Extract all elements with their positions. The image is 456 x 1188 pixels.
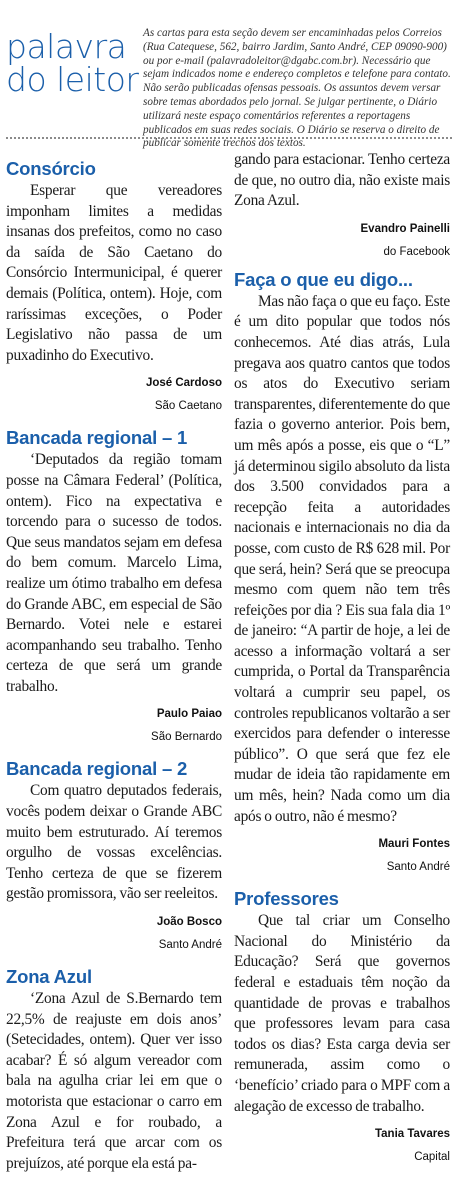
letter-body: ‘Deputados da região tomam posse na Câmara Federal’ (Política, ontem). Fico na expectativa e torcendo para o sucesso de todos. Que seus mandatos sejam em defesa do bem comum. Marcelo Lima, realize um ótimo trabalho em defesa do Grande ABC, em especial de São Bernardo. Votei nele e estarei acompanhando seu trabalho. Tenho certeza de que será um grande trabalho. (6, 451, 222, 695)
letter-body: Com quatro deputados federais, vocês podem deixar o Grande ABC muito bem estruturado. Aí teremos orgulho de vossas excelências. Tenho certeza de que se fizerem gestão promissora, vão ser reeleitos. (6, 782, 222, 903)
letter-body-continuation: gando para estacionar. Tenho certeza de que, no outro dia, não existe mais Zona Azul. (234, 151, 450, 210)
letter-bancada-2 (6, 758, 222, 952)
author-location: São Caetano (154, 400, 222, 413)
author-location: do Facebook (383, 245, 450, 258)
author-location: São Bernardo (151, 731, 222, 744)
letter-professores (234, 888, 450, 1164)
section-header (0, 0, 456, 150)
letter-title: Professores (234, 888, 339, 910)
author-location: Capital (414, 1151, 450, 1164)
author-name: José Cardoso (145, 377, 222, 390)
left-column (6, 150, 222, 1188)
author-name: Paulo Paiao (156, 708, 222, 721)
letter-signature (234, 837, 450, 874)
letter-body: Que tal criar um Conselho Nacional do Ministério da Educação? Será que governos federal e estaduais têm noção da quantidade de provas e trabalhos que professores levam para casa todos os dias? Esta carga devia ser remunerada, assim como o ‘benefício’ criado para o MPF com a alegação de excesso de trabalho. (234, 912, 450, 1115)
letter-consorcio (6, 158, 222, 413)
letter-signature (6, 707, 222, 744)
author-name: João Bosco (156, 916, 222, 929)
letter-signature (234, 1127, 450, 1164)
letter-body: Esperar que vereadores imponham limites a medidas insanas dos prefeitos, como no caso da saída de São Caetano do Consórcio Intermunicipal, é querer demais (Política, ontem). Hoje, com raríssimas exceções, o Poder Legislativo não passa de um puxadinho do Executivo. (6, 182, 222, 364)
author-name: Tania Tavares (374, 1128, 450, 1141)
section-title-line2: do leitor (6, 60, 139, 99)
letter-title: Bancada regional – 2 (6, 758, 188, 780)
letter-signature (234, 222, 450, 259)
letter-title: Consórcio (6, 158, 96, 179)
letter-signature (6, 915, 222, 952)
author-name: Evandro Painelli (360, 222, 450, 235)
letter-signature (6, 376, 222, 413)
letter-title: Bancada regional – 1 (6, 427, 188, 449)
section-title (6, 27, 139, 99)
letter-body: ‘Zona Azul de S.Bernardo tem 22,5% de reajuste em dois anos’ (Setecidades, ontem). Quer ver isso acabar? É só algum vereador com bala na agulha criar lei em que o motorista que estacionar o carro em Zona Azul e for roubado, a Prefeitura terá que arcar com os prejuízos, até porque ela está pa- (6, 990, 222, 1172)
section-title-line1: palavra (6, 27, 127, 66)
right-column (234, 150, 450, 1178)
submission-guidelines: As cartas para esta seção devem ser encaminhadas pelos Correios (Rua Catequese, 562, bairro Jardim, Santo André, CEP 09090-900) ou por e-mail (palavradoleitor@dgabc.com.br). Necessário que sejam indicados nome e endereço completos e telefone para contato. Não serão publicadas ofensas pessoais. Os assuntos devem versar sobre temas abordados pelo jornal. Se julgar pertinente, o Diário utilizará neste espaço comentários referentes a reportagens publicados em suas redes sociais. O Diário se reserva o direito de publicar somente trechos dos textos. (143, 27, 451, 150)
letter-zona-azul-continued (234, 150, 450, 259)
letter-title: Zona Azul (6, 966, 92, 988)
letter-title: Faça o que eu digo... (234, 268, 413, 290)
letter-body: Mas não faça o que eu faço. Este é um dito popular que todos nós conhecemos. Até dias atrás, Lula pregava aos quatro cantos que todos os atos do Executivo seriam transparentes, diferentemente do que fazia o governo anterior. Pois bem, um mês após a posse, eis que o “L” já determinou sigilo absoluto da lista dos 3.500 convidados para a recepção feita a autoridades nacionais e internacionais no dia da posse, com custo de R$ 628 mil. Por que será, hein? Será que se preocupa mesmo com quem não tem três refeições por dia ? Eis sua fala dia 1º de janeiro: “A partir de hoje, a lei de acesso a informação voltará a ser cumprida, o Portal da Transparência voltará a cumprir seu papel, os controles republicanos voltarão a ser exercidos para defender o interesse público”. O que será que fez ele mudar de ideia tão rapidamente em um mês, hein? Nada como um dia após o outro, não é mesmo? (234, 292, 450, 825)
header-divider (6, 137, 452, 139)
letter-bancada-1 (6, 427, 222, 744)
author-location: Santo André (158, 939, 222, 952)
author-location: Santo André (386, 861, 450, 874)
author-name: Mauri Fontes (378, 838, 450, 851)
letter-zona-azul (6, 966, 222, 1174)
letter-faca-o-que-eu-digo (234, 269, 450, 874)
